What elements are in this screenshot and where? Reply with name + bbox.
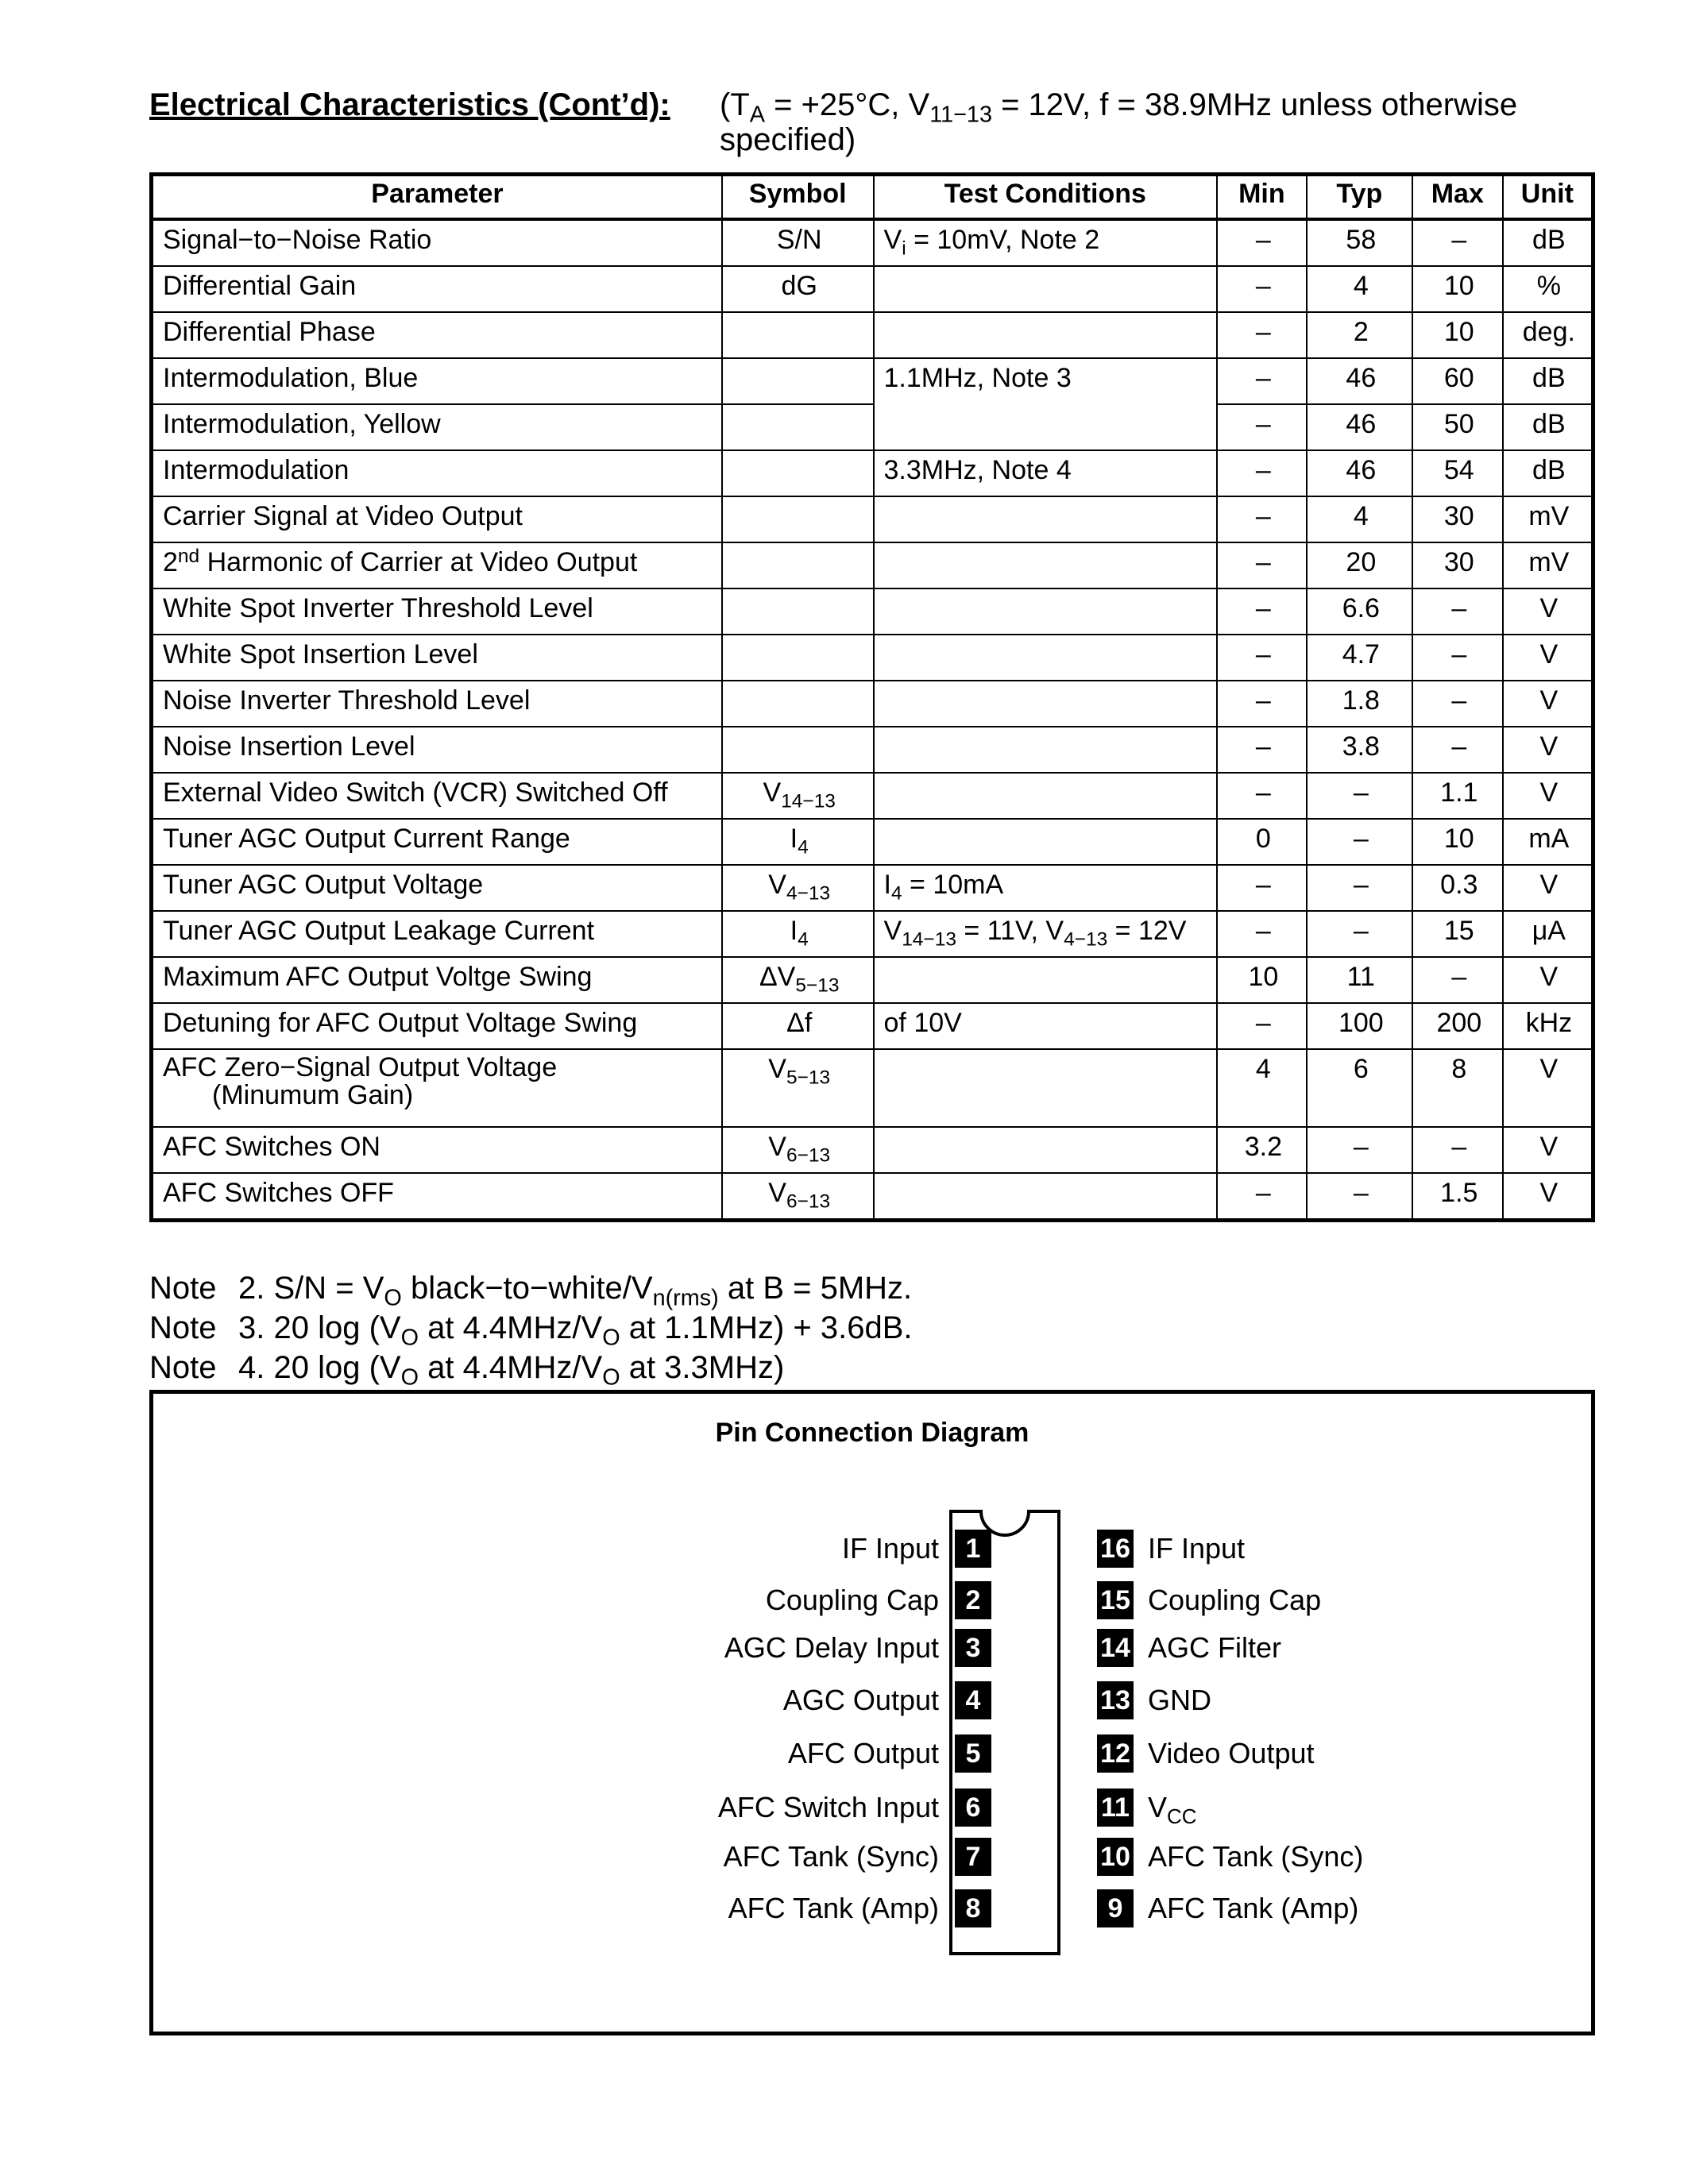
table-row: 2nd Harmonic of Carrier at Video Output – 20 30 mV [152,542,1593,588]
table-row: Tuner AGC Output Leakage Current $I_4$ $V_{14-13} = 11V$, $V_{4-13} = 12V$ – – 15 μA [152,911,1593,957]
table-row: Intermodulation, Blue 1.1MHz, Note 3 – 46 60 dB [152,358,1593,404]
col-header-symbol: Symbol [722,175,874,220]
table-row: Detuning for AFC Output Voltage Swing Δf of 10V – 100 200 kHz [152,1003,1593,1049]
table-row: Differential Phase – 2 10 deg. [152,312,1593,358]
pin-16: 16 IF Input [1097,1530,1245,1568]
pin-13: 13 GND [1097,1681,1211,1719]
pin-6: AFC Switch Input 6 [718,1788,991,1827]
footnotes [149,1268,913,1391]
pin-4: AGC Output 4 [783,1681,991,1719]
pin-7: AFC Tank (Sync) 7 [724,1838,991,1876]
pin-9: 9 AFC Tank (Amp) [1097,1889,1358,1927]
table-row: Carrier Signal at Video Output – 4 30 mV [152,496,1593,542]
note-3: Note 3. 20 $\log (V_O$ at $4.4MHz/V_O$ at 1.1MHz) + 3.6dB. [149,1310,913,1351]
col-header-test-conditions: Test Conditions [874,175,1217,220]
diagram-title: Pin Connection Diagram [715,1418,1029,1448]
pin-15: 15 Coupling Cap [1097,1581,1321,1619]
col-header-typ: Typ [1307,175,1412,220]
note-2: Note 2. $S/N = V_O$ $black-to-white/V_{n(rms)}$ at B = 5MHz. [149,1271,913,1311]
electrical-characteristics-table [149,172,1595,1222]
left-pin-column [153,1394,991,2032]
pin-11: 11 $V_{CC}$ [1097,1788,1196,1827]
pin-5: AFC Output 5 [788,1734,991,1773]
table-row: Signal−to−Noise Ratio S/N $V_i = 10mV$, Note 2 – 58 – dB [152,219,1593,266]
table-row: Intermodulation, Yellow – 46 50 dB [152,404,1593,450]
table-row: Maximum AFC Output Voltge Swing $\Delta V_{5-13}$ 10 11 – V [152,957,1593,1003]
table-row: AFC Switches ON $V_{6-13}$ 3.2 – – V [152,1127,1593,1173]
table-row: Differential Gain dG – 4 10 % [152,266,1593,312]
col-header-parameter: Parameter [152,175,722,220]
table-header-row [152,175,1593,220]
pin-14: 14 AGC Filter [1097,1629,1281,1667]
pin-3: AGC Delay Input 3 [724,1629,991,1667]
section-title: Electrical Characteristics (Cont’d): [149,87,670,122]
note-4: Note 4. 20 $\log (V_O$ at $4.4MHz/V_O$ at 3.3MHz) [149,1350,785,1391]
table-row: Noise Inverter Threshold Level – 1.8 – V [152,681,1593,727]
table-row: External Video Switch (VCR) Switched Off $V_{14-13}$ – – 1.1 V [152,773,1593,819]
table-row: AFC Zero−Signal Output Voltage (Minumum Gain) $V_{5-13}$ 4 6 8 V [152,1049,1593,1127]
pin-connection-diagram [149,1390,1595,2035]
test-conditions-statement: ($T_A = +25^\circ C$, $V_{11-13} = 12V$, f = 38.9MHz unless otherwise specified) [720,87,1518,157]
pin-12: 12 Video Output [1097,1734,1315,1773]
right-pin-column [1097,1394,1574,2032]
pin-1: IF Input 1 [842,1530,991,1568]
col-header-unit: Unit [1503,175,1593,220]
table-row: Noise Insertion Level – 3.8 – V [152,727,1593,773]
pin-8: AFC Tank (Amp) 8 [728,1889,991,1927]
table-row: Tuner AGC Output Current Range $I_4$ 0 – 10 mA [152,819,1593,865]
pin-10: 10 AFC Tank (Sync) [1097,1838,1363,1876]
table-row: Tuner AGC Output Voltage $V_{4-13}$ $I_4 = 10mA$ – – 0.3 V [152,865,1593,911]
table-row: AFC Switches OFF $V_{6-13}$ – – 1.5 V [152,1173,1593,1221]
col-header-min: Min [1217,175,1307,220]
col-header-max: Max [1412,175,1503,220]
table-row: Intermodulation 3.3MHz, Note 4 – 46 54 dB [152,450,1593,496]
table-row: White Spot Inverter Threshold Level – 6.6 – V [152,588,1593,635]
pin-2: Coupling Cap 2 [766,1581,991,1619]
table-row: White Spot Insertion Level – 4.7 – V [152,635,1593,681]
